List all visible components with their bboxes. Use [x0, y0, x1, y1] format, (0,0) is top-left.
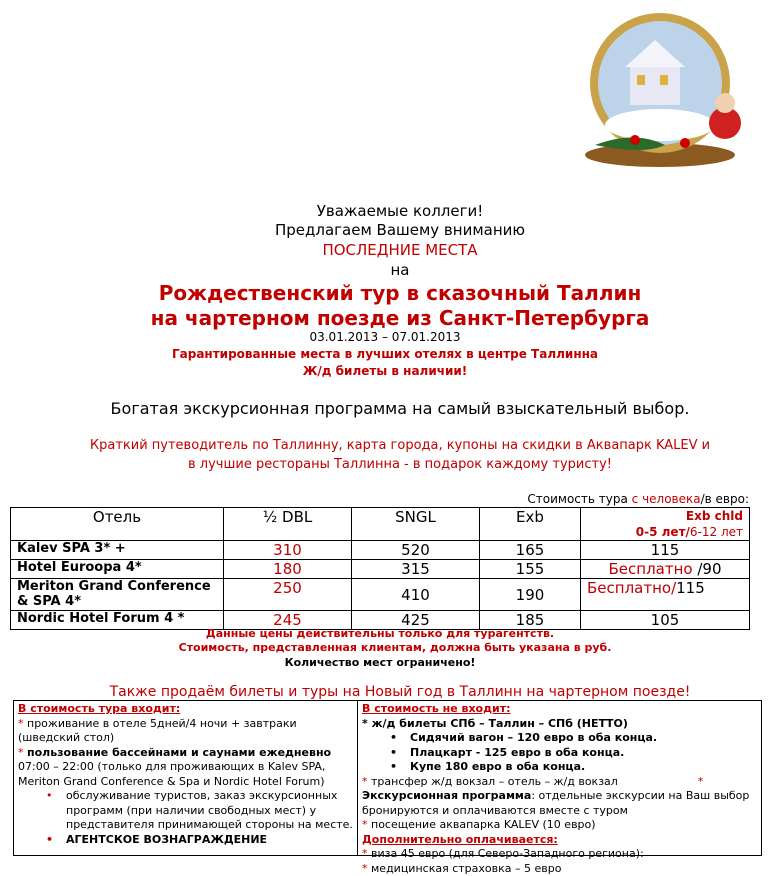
- included-bullet: • обслуживание туристов, заказ экскурсионных программ (при наличии свободных мест) у представителя принимающей стороны на месте.: [18, 789, 353, 833]
- th-exb: Exb: [480, 508, 581, 541]
- included-title: В стоимость тура входит:: [18, 702, 353, 717]
- tour-title: Рождественский тур в сказочный Таллин: [0, 281, 771, 305]
- price-caption: [527, 492, 749, 506]
- included-bullet: • АГЕНТСКОЕ ВОЗНАГРАЖДЕНИЕ: [18, 833, 353, 848]
- included-text: проживание в отеле 5дней/4 ночи + завтраки (шведский стол): [18, 717, 297, 745]
- tour-subtitle: на чартерном поезде из Санкт-Петербурга: [0, 306, 771, 330]
- cell-exb: 165: [480, 541, 581, 560]
- excluded-text: трансфер ж/д вокзал – отель – ж/д вокзал: [371, 775, 618, 788]
- cell-hotel: Nordic Hotel Forum 4 *: [11, 611, 224, 630]
- included-hours: 07:00 – 22:00 (только для проживающих в Kalev SPA, Meriton Grand Conference & Spa и Nordic Hotel Forum): [18, 760, 353, 789]
- th-dbl: ½ DBL: [224, 508, 352, 541]
- cell-sngl: 425: [352, 611, 480, 630]
- caption-a: Стоимость тура: [527, 492, 631, 506]
- cell-exb: 185: [480, 611, 581, 630]
- extra-item: * виза 45 евро (для Северо-Западного региона):: [362, 847, 757, 862]
- cell-dbl: 180: [224, 560, 352, 579]
- gift-line-2: в лучшие рестораны Таллинна - в подарок каждому туристу!: [0, 457, 771, 472]
- greeting: Уважаемые коллеги!: [0, 202, 771, 220]
- note-rubles: Стоимость, представленная клиентам, должна быть указана в руб.: [0, 641, 771, 654]
- cell-exb: 155: [480, 560, 581, 579]
- cell-exb: 190: [480, 579, 581, 611]
- excluded-item: [362, 789, 757, 818]
- included-column: [14, 701, 358, 855]
- bullet-text: обслуживание туристов, заказ экскурсионных программ (при наличии свободных мест) у представителя принимающей стороны на месте.: [66, 789, 353, 831]
- table-header: [11, 508, 750, 541]
- extra-title: Дополнительно оплачивается:: [362, 833, 757, 848]
- bullet-text: Купе 180 евро в оба конца.: [410, 760, 585, 773]
- price-table: [10, 507, 750, 630]
- last-places: ПОСЛЕДНИЕ МЕСТА: [0, 241, 771, 259]
- excluded-column: [358, 701, 761, 855]
- bullet-text: Плацкарт - 125 евро в оба конца.: [410, 746, 624, 759]
- excluded-item: * посещение аквапарка KALEV (10 евро): [362, 818, 757, 833]
- th-hotel: Отель: [11, 508, 224, 541]
- included-item: * проживание в отеле 5дней/4 ночи + завтраки (шведский стол): [18, 717, 353, 746]
- excursion-label: Экскурсионная программа: [362, 789, 531, 802]
- table-row: [11, 560, 750, 579]
- note-agencies: Данные цены действительны только для турагентств.: [0, 627, 760, 640]
- excluded-text: ж/д билеты СПб – Таллин – СПб (НЕТТО): [372, 717, 628, 730]
- excluded-bullet: • Купе 180 евро в оба конца.: [362, 760, 757, 775]
- conditions-box: [13, 700, 762, 856]
- child-price: 115: [651, 541, 680, 559]
- cell-hotel: Kalev SPA 3* +: [11, 541, 224, 560]
- excluded-text: посещение аквапарка KALEV (10 евро): [371, 818, 596, 831]
- note-limited: Количество мест ограничено!: [0, 656, 760, 669]
- tickets-line: Ж/д билеты в наличии!: [0, 364, 770, 378]
- excluded-title: В стоимость не входит:: [362, 702, 757, 717]
- cell-child: [581, 541, 750, 560]
- cell-dbl: 310: [224, 541, 352, 560]
- excluded-item: * ж/д билеты СПб – Таллин – СПб (НЕТТО): [362, 717, 757, 732]
- extra-text: виза 45 евро (для Северо-Западного региона):: [371, 847, 644, 860]
- bullet-text: АГЕНТСКОЕ ВОЗНАГРАЖДЕНИЕ: [66, 833, 267, 846]
- guaranteed-line: Гарантированные места в лучших отелях в центре Таллинна: [0, 347, 770, 361]
- cell-child: [581, 560, 750, 579]
- child-price: 115: [676, 579, 705, 597]
- th-child-2a: 0-5 лет/: [636, 525, 690, 539]
- caption-c: /в евро:: [701, 492, 749, 506]
- child-free: Бесплатно/: [587, 579, 676, 597]
- excluded-text: : отдельные экскурсии на Ваш выбор бронируются и оплачиваются вместе с туром: [362, 789, 749, 817]
- th-child-2b: 6-12 лет: [690, 525, 743, 539]
- excluded-bullet: • Сидячий вагон – 120 евро в оба конца.: [362, 731, 757, 746]
- cell-sngl: 315: [352, 560, 480, 579]
- caption-b: с человека: [632, 492, 701, 506]
- child-free: Бесплатно: [609, 560, 698, 578]
- also-selling: Также продаём билеты и туры на Новый год в Таллинн на чартерном поезде!: [0, 684, 771, 700]
- excluded-item: * трансфер ж/д вокзал – отель – ж/д вокзал *: [362, 775, 757, 790]
- cell-sngl: 410: [352, 579, 480, 611]
- table-row: [11, 579, 750, 611]
- included-item: * пользование бассейнами и саунами ежедневно: [18, 746, 353, 761]
- cell-dbl: 250: [224, 579, 352, 611]
- offer-line: Предлагаем Вашему вниманию: [0, 221, 771, 239]
- extra-text: медицинская страховка – 5 евро: [371, 862, 561, 875]
- excursion-line: Богатая экскурсионная программа на самый взыскательный выбор.: [0, 399, 771, 418]
- th-sngl: SNGL: [352, 508, 480, 541]
- table-row: [11, 541, 750, 560]
- th-child-1: Exb chld: [587, 508, 743, 524]
- on-text: на: [0, 261, 771, 279]
- excluded-bullet: • Плацкарт - 125 евро в оба конца.: [362, 746, 757, 761]
- tour-dates: 03.01.2013 – 07.01.2013: [0, 330, 770, 344]
- cell-hotel: Hotel Euroopa 4*: [11, 560, 224, 579]
- cell-dbl: 245: [224, 611, 352, 630]
- child-price: 105: [651, 611, 680, 629]
- extra-item: * медицинская страховка – 5 евро: [362, 862, 757, 876]
- included-text: пользование бассейнами и саунами ежедневно: [27, 746, 331, 759]
- gift-line-1: Краткий путеводитель по Таллинну, карта города, купоны на скидки в Аквапарк KALEV и: [0, 438, 771, 453]
- bullet-text: Сидячий вагон – 120 евро в оба конца.: [410, 731, 657, 744]
- cell-hotel: Meriton Grand Conference & SPA 4*: [11, 579, 224, 611]
- th-child: [581, 508, 750, 541]
- cell-child: [581, 579, 750, 611]
- child-price: /90: [697, 560, 721, 578]
- cell-sngl: 520: [352, 541, 480, 560]
- christmas-snow-globe-image: [575, 5, 755, 170]
